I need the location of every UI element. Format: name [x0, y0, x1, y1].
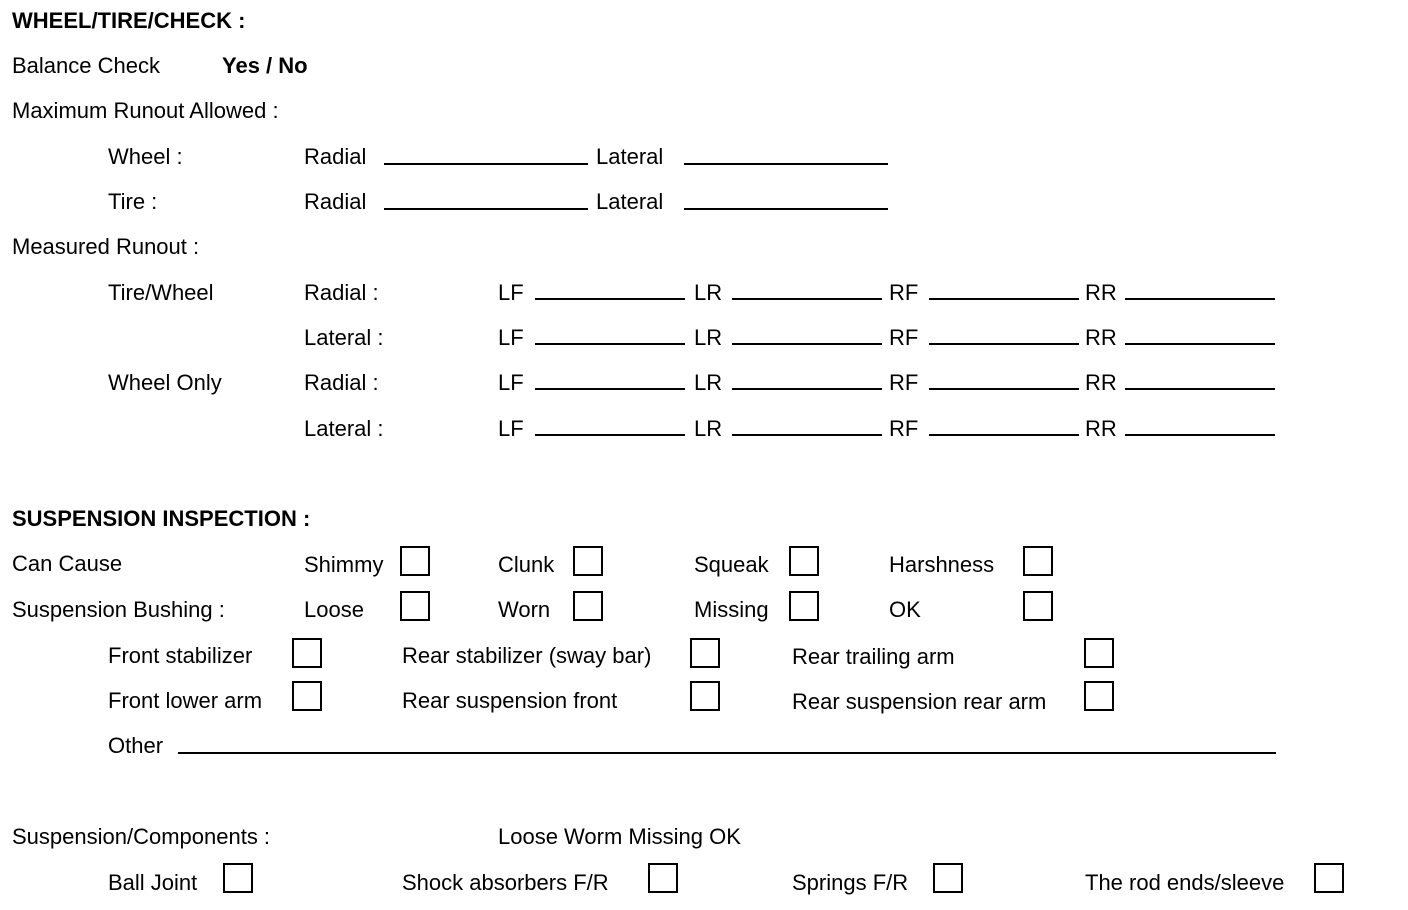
- wo-radial-lr-label: LR: [694, 370, 723, 395]
- loose-label: Loose: [304, 597, 364, 622]
- wo-radial-lf-label: LF: [498, 370, 524, 395]
- tw-lateral-lr-label: LR: [694, 325, 723, 350]
- wo-lateral-rf-label: RF: [889, 416, 919, 441]
- tw-radial-rr-label: RR: [1085, 280, 1117, 305]
- max-runout-label: Maximum Runout Allowed :: [12, 98, 279, 123]
- rear-stabilizer-label: Rear stabilizer (sway bar): [402, 643, 652, 668]
- front-stabilizer-checkbox[interactable]: [292, 638, 322, 668]
- wo-radial-rr-label: RR: [1085, 370, 1117, 395]
- tw-radial-rf-field[interactable]: [929, 298, 1079, 300]
- ball-joint-checkbox[interactable]: [223, 863, 253, 893]
- suspension-bushing-label: Suspension Bushing :: [12, 597, 225, 622]
- can-cause-label: Can Cause: [12, 551, 123, 576]
- tw-radial-rf-label: RF: [889, 280, 919, 305]
- tire-radial-label: Radial: [304, 189, 367, 214]
- missing-checkbox[interactable]: [789, 591, 819, 621]
- rear-suspension-rear-arm-checkbox[interactable]: [1084, 681, 1114, 711]
- tire-lateral-label: Lateral: [596, 189, 664, 214]
- tire-wheel-radial-label: Radial :: [304, 280, 379, 305]
- wo-radial-rr-field[interactable]: [1125, 388, 1275, 390]
- components-column-header: Loose Worm Missing OK: [498, 824, 741, 849]
- tire-wheel-lateral-label: Lateral :: [304, 325, 384, 350]
- harshness-label: Harshness: [889, 552, 995, 577]
- tw-lateral-lr-field[interactable]: [732, 343, 882, 345]
- clunk-label: Clunk: [498, 552, 555, 577]
- rear-suspension-front-checkbox[interactable]: [690, 681, 720, 711]
- tw-radial-lf-label: LF: [498, 280, 524, 305]
- tw-radial-lr-label: LR: [694, 280, 723, 305]
- tire-lateral-field[interactable]: [684, 208, 888, 210]
- wheel-radial-field[interactable]: [384, 163, 588, 165]
- squeak-checkbox[interactable]: [789, 546, 819, 576]
- missing-label: Missing: [694, 597, 769, 622]
- loose-checkbox[interactable]: [400, 591, 430, 621]
- wo-lateral-rf-field[interactable]: [929, 434, 1079, 436]
- worn-label: Worn: [498, 597, 551, 622]
- wheel-only-radial-label: Radial :: [304, 370, 379, 395]
- squeak-label: Squeak: [694, 552, 769, 577]
- tire-radial-field[interactable]: [384, 208, 588, 210]
- ok-label: OK: [889, 597, 921, 622]
- balance-check-label: Balance Check: [12, 53, 160, 78]
- tire-label: Tire :: [108, 189, 158, 214]
- wo-lateral-lf-field[interactable]: [535, 434, 685, 436]
- wo-radial-lf-field[interactable]: [535, 388, 685, 390]
- rod-ends-label: The rod ends/sleeve: [1085, 870, 1285, 895]
- clunk-checkbox[interactable]: [573, 546, 603, 576]
- front-lower-arm-label: Front lower arm: [108, 688, 263, 713]
- shock-absorbers-label: Shock absorbers F/R: [402, 870, 609, 895]
- wheel-lateral-label: Lateral: [596, 144, 664, 169]
- worn-checkbox[interactable]: [573, 591, 603, 621]
- rear-suspension-rear-arm-label: Rear suspension rear arm: [792, 689, 1047, 714]
- wheel-label: Wheel :: [108, 144, 183, 169]
- wo-radial-rf-label: RF: [889, 370, 919, 395]
- tw-radial-lf-field[interactable]: [535, 298, 685, 300]
- shock-absorbers-checkbox[interactable]: [648, 863, 678, 893]
- springs-checkbox[interactable]: [933, 863, 963, 893]
- wo-radial-lr-field[interactable]: [732, 388, 882, 390]
- tw-lateral-lf-label: LF: [498, 325, 524, 350]
- shimmy-checkbox[interactable]: [400, 546, 430, 576]
- rear-trailing-arm-label: Rear trailing arm: [792, 644, 955, 669]
- measured-runout-label: Measured Runout :: [12, 234, 200, 259]
- wo-lateral-lr-field[interactable]: [732, 434, 882, 436]
- other-field[interactable]: [178, 752, 1276, 754]
- rear-stabilizer-checkbox[interactable]: [690, 638, 720, 668]
- tw-lateral-rf-label: RF: [889, 325, 919, 350]
- rod-ends-checkbox[interactable]: [1314, 863, 1344, 893]
- wo-lateral-lf-label: LF: [498, 416, 524, 441]
- other-label: Other: [108, 733, 164, 758]
- wheel-only-label: Wheel Only: [108, 370, 222, 395]
- rear-trailing-arm-checkbox[interactable]: [1084, 638, 1114, 668]
- balance-check-options[interactable]: Yes / No: [222, 53, 308, 78]
- harshness-checkbox[interactable]: [1023, 546, 1053, 576]
- shimmy-label: Shimmy: [304, 552, 384, 577]
- wo-lateral-rr-label: RR: [1085, 416, 1117, 441]
- tw-lateral-rr-field[interactable]: [1125, 343, 1275, 345]
- suspension-heading: SUSPENSION INSPECTION :: [12, 506, 311, 531]
- suspension-components-label: Suspension/Components :: [12, 824, 271, 849]
- tw-lateral-rf-field[interactable]: [929, 343, 1079, 345]
- springs-label: Springs F/R: [792, 870, 909, 895]
- tw-radial-rr-field[interactable]: [1125, 298, 1275, 300]
- front-stabilizer-label: Front stabilizer: [108, 643, 253, 668]
- front-lower-arm-checkbox[interactable]: [292, 681, 322, 711]
- ok-checkbox[interactable]: [1023, 591, 1053, 621]
- tw-radial-lr-field[interactable]: [732, 298, 882, 300]
- wheel-only-lateral-label: Lateral :: [304, 416, 384, 441]
- ball-joint-label: Ball Joint: [108, 870, 198, 895]
- wheel-radial-label: Radial: [304, 144, 367, 169]
- wheel-tire-heading: WHEEL/TIRE/CHECK :: [12, 8, 246, 33]
- tw-lateral-rr-label: RR: [1085, 325, 1117, 350]
- wheel-lateral-field[interactable]: [684, 163, 888, 165]
- wo-radial-rf-field[interactable]: [929, 388, 1079, 390]
- tw-lateral-lf-field[interactable]: [535, 343, 685, 345]
- wo-lateral-rr-field[interactable]: [1125, 434, 1275, 436]
- rear-suspension-front-label: Rear suspension front: [402, 688, 618, 713]
- tire-wheel-label: Tire/Wheel: [108, 280, 214, 305]
- wo-lateral-lr-label: LR: [694, 416, 723, 441]
